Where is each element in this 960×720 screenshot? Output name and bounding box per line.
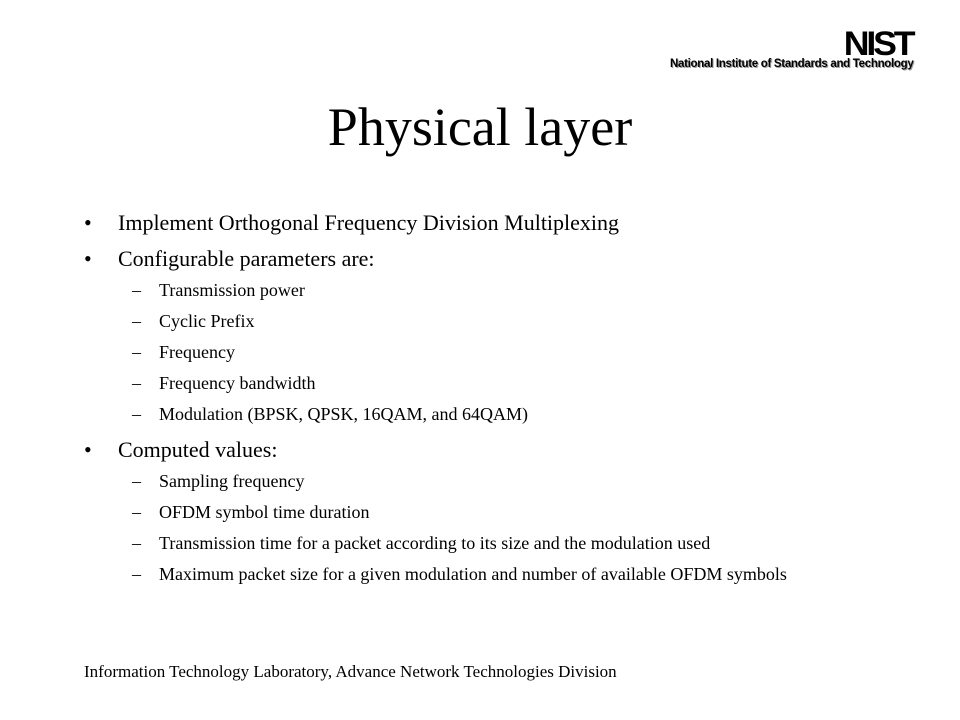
sub-item (132, 564, 884, 585)
sub-item (132, 471, 884, 492)
sub-item (132, 502, 884, 523)
sub-marker: – (132, 342, 141, 362)
sub-item (132, 342, 884, 363)
sub-marker: – (132, 280, 141, 300)
sub-item (132, 280, 884, 301)
sub-text: Cyclic Prefix (159, 311, 255, 331)
sub-item (132, 373, 884, 394)
nist-logo (664, 24, 936, 76)
bullet-marker: • (84, 437, 92, 462)
sub-text: Sampling frequency (159, 471, 305, 491)
bullet-marker: • (84, 210, 92, 235)
slide-title: Physical layer (327, 97, 633, 157)
sub-text: Frequency (159, 342, 235, 362)
bullet-item (84, 210, 884, 236)
nist-logo-mark: NIST (843, 25, 912, 63)
bullet-text: Implement Orthogonal Frequency Division Multiplexing (118, 210, 620, 235)
sub-marker: – (132, 564, 141, 584)
sub-text: Frequency bandwidth (159, 373, 316, 393)
bullet-item (84, 246, 884, 272)
sub-text: OFDM symbol time duration (159, 502, 370, 522)
sub-item (132, 311, 884, 332)
sub-marker: – (132, 471, 141, 491)
sub-text: Modulation (BPSK, QPSK, 16QAM, and 64QAM) (159, 404, 529, 424)
sub-text: Maximum packet size for a given modulation and number of available OFDM symbols (159, 564, 787, 584)
sub-item (132, 533, 884, 554)
sub-marker: – (132, 311, 141, 331)
bullet-item (84, 437, 884, 463)
sub-marker: – (132, 404, 141, 424)
footer-text: Information Technology Laboratory, Advance Network Technologies Division (84, 662, 617, 681)
sub-marker: – (132, 373, 141, 393)
bullet-text: Computed values: (118, 437, 278, 462)
sub-list (132, 471, 884, 585)
bullet-list (84, 210, 884, 597)
sub-item (132, 404, 884, 425)
sub-text: Transmission time for a packet according to its size and the modulation used (159, 533, 711, 553)
bullet-text: Configurable parameters are: (118, 246, 375, 271)
sub-list (132, 280, 884, 425)
sub-marker: – (132, 533, 141, 553)
sub-text: Transmission power (159, 280, 305, 300)
nist-logo-subtitle: National Institute of Standards and Technology (670, 58, 914, 70)
sub-marker: – (132, 502, 141, 522)
bullet-marker: • (84, 246, 92, 271)
